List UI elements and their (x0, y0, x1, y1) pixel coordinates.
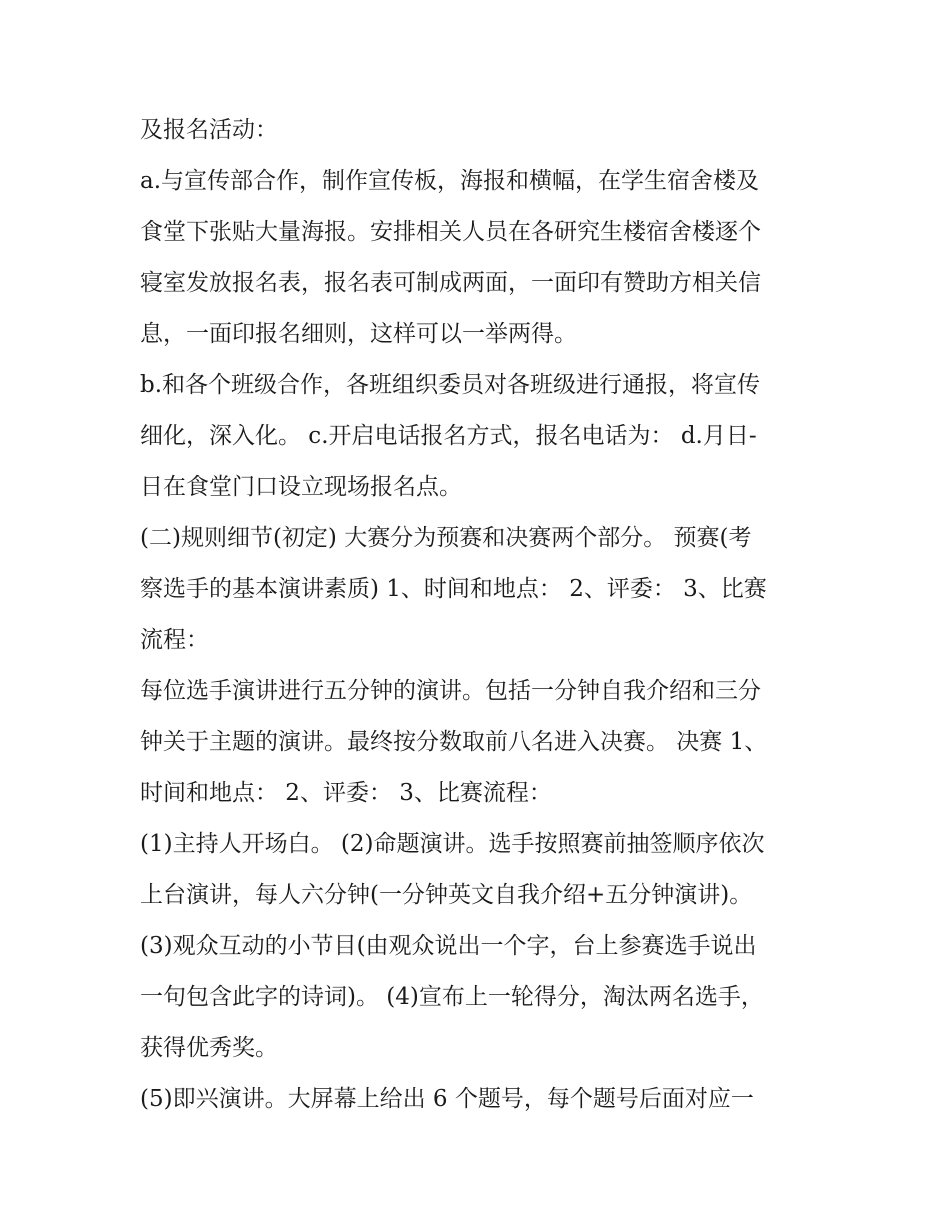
text-line: 每位选手演讲进行五分钟的演讲。包括一分钟自我介绍和三分 (140, 678, 761, 704)
text-line: 食堂下张贴大量海报。安排相关人员在各研究生楼宿舍楼逐个 (140, 219, 761, 245)
text-line: (1)主持人开场白。 (2)命题演讲。选手按照赛前抽签顺序依次 (140, 831, 765, 857)
text-line: 获得优秀奖。 (140, 1035, 278, 1061)
text-line: (5)即兴演讲。大屏幕上给出 6 个题号，每个题号后面对应一 (140, 1086, 754, 1112)
text-line: 流程： (140, 627, 209, 653)
text-line: 息，一面印报名细则，这样可以一举两得。 (140, 321, 577, 347)
text-line: (3)观众互动的小节目(由观众说出一个字，台上参赛选手说出 (140, 933, 757, 959)
text-line: 及报名活动： (140, 117, 278, 143)
text-line: a.与宣传部合作，制作宣传板，海报和横幅，在学生宿舍楼及 (140, 168, 760, 194)
text-line: (二)规则细节(初定) 大赛分为预赛和决赛两个部分。 预赛(考 (140, 525, 752, 551)
text-line: 时间和地点： 2、评委： 3、比赛流程： (140, 780, 552, 806)
text-line: 寝室发放报名表，报名表可制成两面，一面印有赞助方相关信 (140, 270, 761, 296)
text-line: 一句包含此字的诗词)。 (4)宣布上一轮得分，淘汰两名选手， (140, 984, 764, 1010)
text-line: 日在食堂门口设立现场报名点。 (140, 474, 462, 500)
text-line: 上台演讲，每人六分钟(一分钟英文自我介绍+五分钟演讲)。 (140, 882, 753, 908)
text-line: b.和各个班级合作，各班组织委员对各班级进行通报，将宣传 (140, 372, 761, 398)
text-line: 钟关于主题的演讲。最终按分数取前八名进入决赛。 决赛 1、 (140, 729, 768, 755)
text-line: 细化，深入化。 c.开启电话报名方式，报名电话为： d.月日- (140, 423, 757, 449)
text-line: 察选手的基本演讲素质) 1、时间和地点： 2、评委： 3、比赛 (140, 576, 767, 602)
